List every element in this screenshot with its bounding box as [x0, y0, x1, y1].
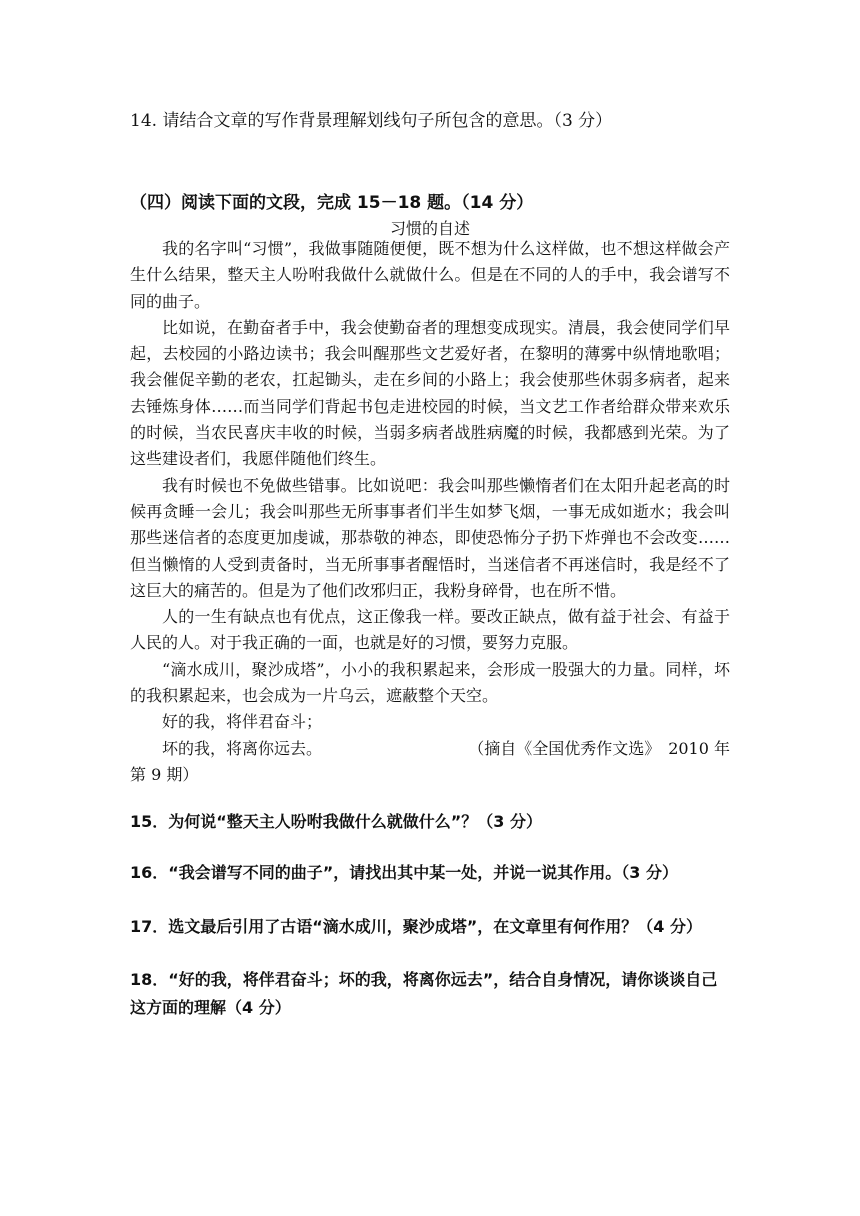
question-14: 14. 请结合文章的写作背景理解划线句子所包含的意思。（3 分）: [130, 111, 613, 131]
article-body: [130, 236, 730, 788]
closing-line: [130, 736, 730, 789]
paragraph-6: 好的我，将伴君奋斗；: [162, 712, 323, 732]
question-16: 16．“我会谱写不同的曲子”，请找出其中某一处，并说一说其作用。（3 分）: [130, 863, 679, 882]
article-title: 习惯的自述: [389, 219, 470, 238]
paragraph-1: 我的名字叫“习惯”，我做事随随便便，既不想为什么这样做，也不想这样做会产生什么结果，整天主人吩咐我做什么就做什么。但是在不同的人的手中，我会谱写不同的曲子。: [130, 239, 730, 311]
question-18: 18．“好的我，将伴君奋斗；坏的我，将离你远去”，结合自身情况，请你谈谈自己这方面的理解（4 分）: [130, 970, 718, 1017]
citation-continued: 第 9 期）: [130, 764, 199, 784]
paragraph-3: 我有时候也不免做些错事。比如说吧：我会叫那些懒惰者们在太阳升起老高的时候再贪睡一会儿；我会叫那些无所事事者们半生如梦飞烟，一事无成如逝水；我会叫那些迷信者的态度更加虔诚，那恭敬的神态，即使恐怖分子扔下炸弹也不会改变……但当懒惰的人受到责备时，当无所事事者醒悟时，当迷信者不再迷信时，我是经不了这巨大的痛苦的。但是为了他们改邪归正，我粉身碎骨，也在所不惜。: [130, 475, 730, 600]
last-line: 坏的我，将离你远去。: [162, 738, 323, 758]
paragraph-2: 比如说，在勤奋者手中，我会使勤奋者的理想变成现实。清晨，我会使同学们早起，去校园的小路边读书；我会叫醒那些文艺爱好者，在黎明的薄雾中纵情地歌唱；我会催促辛勤的老农，扛起锄头，走在乡间的小路上；我会使那些休弱多病者，起来去锤炼身体……而当同学们背起书包走进校园的时候，当文艺工作者给群众带来欢乐的时候，当农民喜庆丰收的时候，当弱多病者战胜病魔的时候，我都感到光荣。为了这些建设者们，我愿伴随他们终生。: [130, 317, 730, 469]
paragraph-4: 人的一生有缺点也有优点，这正像我一样。要改正缺点，做有益于社会、有益于人民的人。对于我正确的一面，也就是好的习惯，要努力克服。: [130, 607, 730, 653]
section-heading: （四）阅读下面的文段，完成 15－18 题。（14 分）: [130, 193, 534, 213]
question-17: 17．选文最后引用了古语“滴水成川，聚沙成塔”，在文章里有何作用？（4 分）: [130, 917, 703, 936]
question-15: 15．为何说“整天主人吩咐我做什么就做什么”？（3 分）: [130, 812, 543, 831]
citation: （摘自《全国优秀作文选》 2010 年: [468, 738, 730, 758]
paragraph-5: “滴水成川，聚沙成塔”，小小的我积累起来，会形成一股强大的力量。同样，坏的我积累起来，也会成为一片乌云，遮蔽整个天空。: [130, 659, 730, 706]
